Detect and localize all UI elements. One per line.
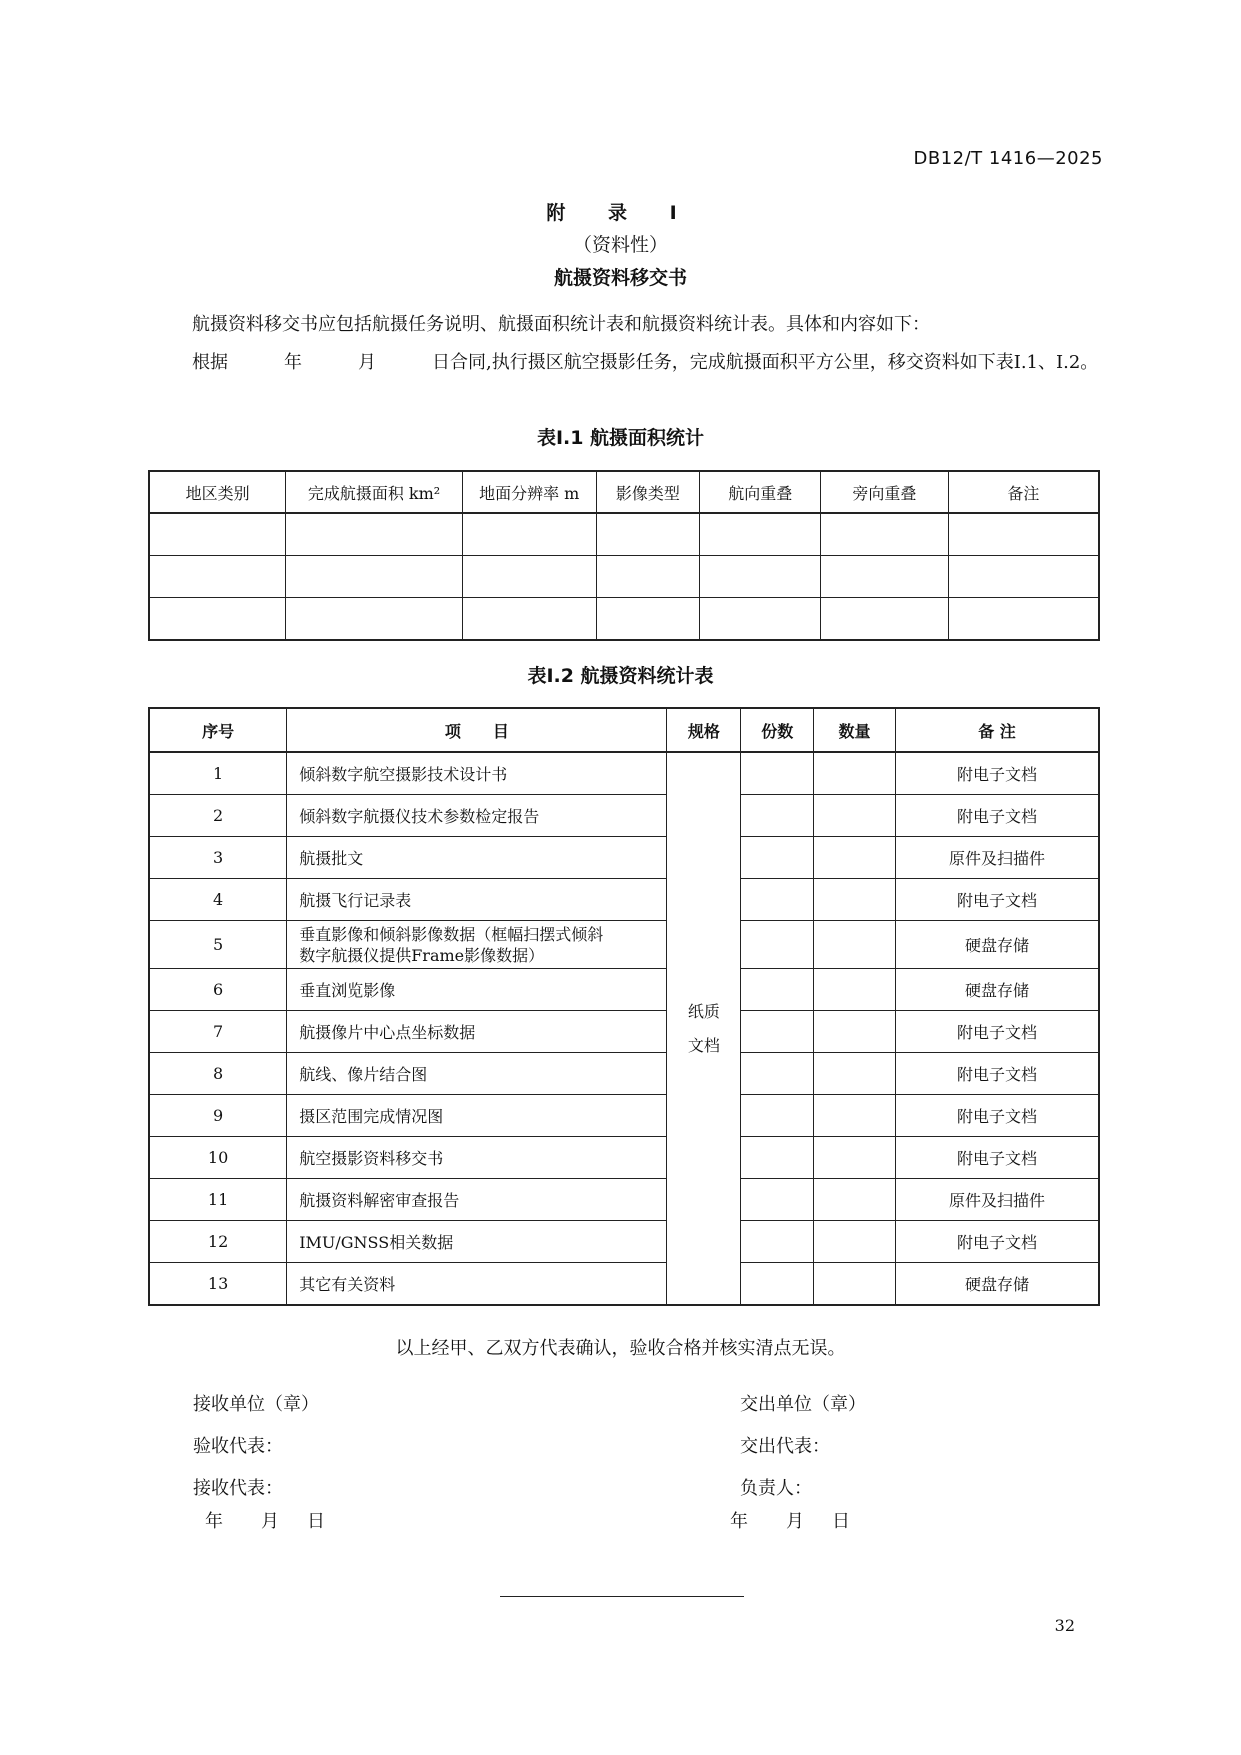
table-row bbox=[149, 1179, 1099, 1221]
row-number: 9 bbox=[149, 1095, 287, 1137]
row-note: 硬盘存储 bbox=[895, 1263, 1099, 1306]
left-date bbox=[205, 1507, 325, 1533]
row-note: 附电子文档 bbox=[895, 795, 1099, 837]
row-note: 硬盘存储 bbox=[895, 969, 1099, 1011]
intro-p2-month: 月 bbox=[358, 352, 376, 373]
table-row bbox=[149, 598, 1099, 641]
row-item: 航摄像片中心点坐标数据 bbox=[287, 1011, 667, 1053]
appendix-label: 附 录 I bbox=[546, 202, 695, 224]
row-number: 2 bbox=[149, 795, 287, 837]
intro-p2-rest: 日合同,执行摄区航空摄影任务，完成航摄面积平方公里，移交资料如下表I.1、I.2。 bbox=[432, 352, 1099, 373]
confirmation-statement: 以上经甲、乙双方代表确认，验收合格并核实清点无误。 bbox=[395, 1338, 846, 1359]
row-number: 1 bbox=[149, 752, 287, 795]
row-number: 11 bbox=[149, 1179, 287, 1221]
table-row bbox=[149, 969, 1099, 1011]
col-completed-area: 完成航摄面积 km² bbox=[286, 471, 463, 513]
row-note: 硬盘存储 bbox=[895, 921, 1099, 969]
table-row bbox=[149, 921, 1099, 969]
end-divider bbox=[500, 1596, 744, 1597]
handover-rep-label: 交出代表： bbox=[740, 1436, 830, 1457]
page-number: 32 bbox=[1054, 1616, 1075, 1635]
row-item-line-1: 垂直影像和倾斜影像数据（框幅扫摆式倾斜 bbox=[299, 924, 604, 944]
col-image-type: 影像类型 bbox=[596, 471, 700, 513]
table-row bbox=[149, 1263, 1099, 1306]
date-day: 日 bbox=[307, 1511, 325, 1532]
row-number: 12 bbox=[149, 1221, 287, 1263]
table-row bbox=[149, 795, 1099, 837]
row-note: 附电子文档 bbox=[895, 1011, 1099, 1053]
appendix-nature: （资料性） bbox=[572, 234, 668, 256]
table-row bbox=[149, 837, 1099, 879]
spec-line-2: 文档 bbox=[687, 1035, 720, 1055]
col-remarks: 备注 bbox=[948, 471, 1099, 513]
table-header-row bbox=[149, 471, 1099, 513]
row-number: 3 bbox=[149, 837, 287, 879]
col-serial-no: 序号 bbox=[149, 708, 287, 752]
col-side-overlap: 旁向重叠 bbox=[821, 471, 949, 513]
table-row bbox=[149, 1053, 1099, 1095]
table-header-row bbox=[149, 708, 1099, 752]
table-row bbox=[149, 1221, 1099, 1263]
intro-paragraph-1: 航摄资料移交书应包括航摄任务说明、航摄面积统计表和航摄资料统计表。具体和内容如下： bbox=[192, 314, 930, 335]
row-note: 原件及扫描件 bbox=[895, 837, 1099, 879]
row-number: 5 bbox=[149, 921, 287, 969]
right-date bbox=[730, 1507, 850, 1533]
col-spec: 规格 bbox=[667, 708, 741, 752]
date-month: 月 bbox=[261, 1511, 279, 1532]
row-note: 附电子文档 bbox=[895, 1053, 1099, 1095]
receiving-unit-label: 接收单位（章） bbox=[193, 1394, 319, 1415]
row-item: 航摄批文 bbox=[287, 837, 667, 879]
row-note: 附电子文档 bbox=[895, 752, 1099, 795]
table-row bbox=[149, 1137, 1099, 1179]
col-region-type: 地区类别 bbox=[149, 471, 286, 513]
row-number: 10 bbox=[149, 1137, 287, 1179]
date-year: 年 bbox=[205, 1511, 223, 1532]
table-row bbox=[149, 513, 1099, 556]
row-item: 倾斜数字航空摄影技术设计书 bbox=[287, 752, 667, 795]
col-item: 项 目 bbox=[287, 708, 667, 752]
row-item: 航摄资料解密审查报告 bbox=[287, 1179, 667, 1221]
row-item: 航空摄影资料移交书 bbox=[287, 1137, 667, 1179]
receiving-rep-label: 接收代表： bbox=[193, 1478, 283, 1499]
row-note: 附电子文档 bbox=[895, 1221, 1099, 1263]
col-quantity: 数量 bbox=[814, 708, 896, 752]
row-note: 附电子文档 bbox=[895, 879, 1099, 921]
date-month: 月 bbox=[786, 1511, 804, 1532]
row-item: 航摄飞行记录表 bbox=[287, 879, 667, 921]
date-day: 日 bbox=[832, 1511, 850, 1532]
row-number: 8 bbox=[149, 1053, 287, 1095]
row-item: 垂直浏览影像 bbox=[287, 969, 667, 1011]
intro-paragraph-2 bbox=[150, 344, 1100, 382]
area-statistics-table bbox=[148, 470, 1100, 641]
row-item: 航线、像片结合图 bbox=[287, 1053, 667, 1095]
col-copies: 份数 bbox=[741, 708, 814, 752]
table-row bbox=[149, 1095, 1099, 1137]
row-number: 7 bbox=[149, 1011, 287, 1053]
row-note: 原件及扫描件 bbox=[895, 1179, 1099, 1221]
row-item bbox=[287, 921, 667, 969]
row-note: 附电子文档 bbox=[895, 1137, 1099, 1179]
row-note: 附电子文档 bbox=[895, 1095, 1099, 1137]
col-forward-overlap: 航向重叠 bbox=[700, 471, 821, 513]
row-item: 倾斜数字航摄仪技术参数检定报告 bbox=[287, 795, 667, 837]
spec-merged-cell bbox=[667, 752, 741, 1305]
col-ground-resolution: 地面分辨率 m bbox=[462, 471, 596, 513]
acceptance-rep-label: 验收代表： bbox=[193, 1436, 283, 1457]
materials-statistics-table bbox=[148, 707, 1100, 1306]
intro-p2-year: 年 bbox=[284, 352, 302, 373]
table1-caption: 表I.1 航摄面积统计 bbox=[536, 427, 705, 449]
appendix-title: 航摄资料移交书 bbox=[553, 267, 687, 289]
table-row bbox=[149, 752, 1099, 795]
row-item-line-2: 数字航摄仪提供Frame影像数据） bbox=[299, 945, 545, 965]
table2-caption: 表I.2 航摄资料统计表 bbox=[527, 665, 714, 687]
responsible-person-label: 负责人： bbox=[740, 1478, 812, 1499]
row-item: 其它有关资料 bbox=[287, 1263, 667, 1306]
row-number: 6 bbox=[149, 969, 287, 1011]
table-row bbox=[149, 556, 1099, 598]
spec-line-1: 纸质 bbox=[687, 1001, 720, 1021]
intro-p2-according: 根据 bbox=[192, 352, 228, 373]
table-row bbox=[149, 1011, 1099, 1053]
row-item: IMU/GNSS相关数据 bbox=[287, 1221, 667, 1263]
handover-unit-label: 交出单位（章） bbox=[740, 1394, 866, 1415]
col-note: 备 注 bbox=[895, 708, 1099, 752]
row-number: 13 bbox=[149, 1263, 287, 1306]
table-row bbox=[149, 879, 1099, 921]
date-year: 年 bbox=[730, 1511, 748, 1532]
standard-number: DB12/T 1416—2025 bbox=[913, 148, 1103, 169]
row-number: 4 bbox=[149, 879, 287, 921]
row-item: 摄区范围完成情况图 bbox=[287, 1095, 667, 1137]
